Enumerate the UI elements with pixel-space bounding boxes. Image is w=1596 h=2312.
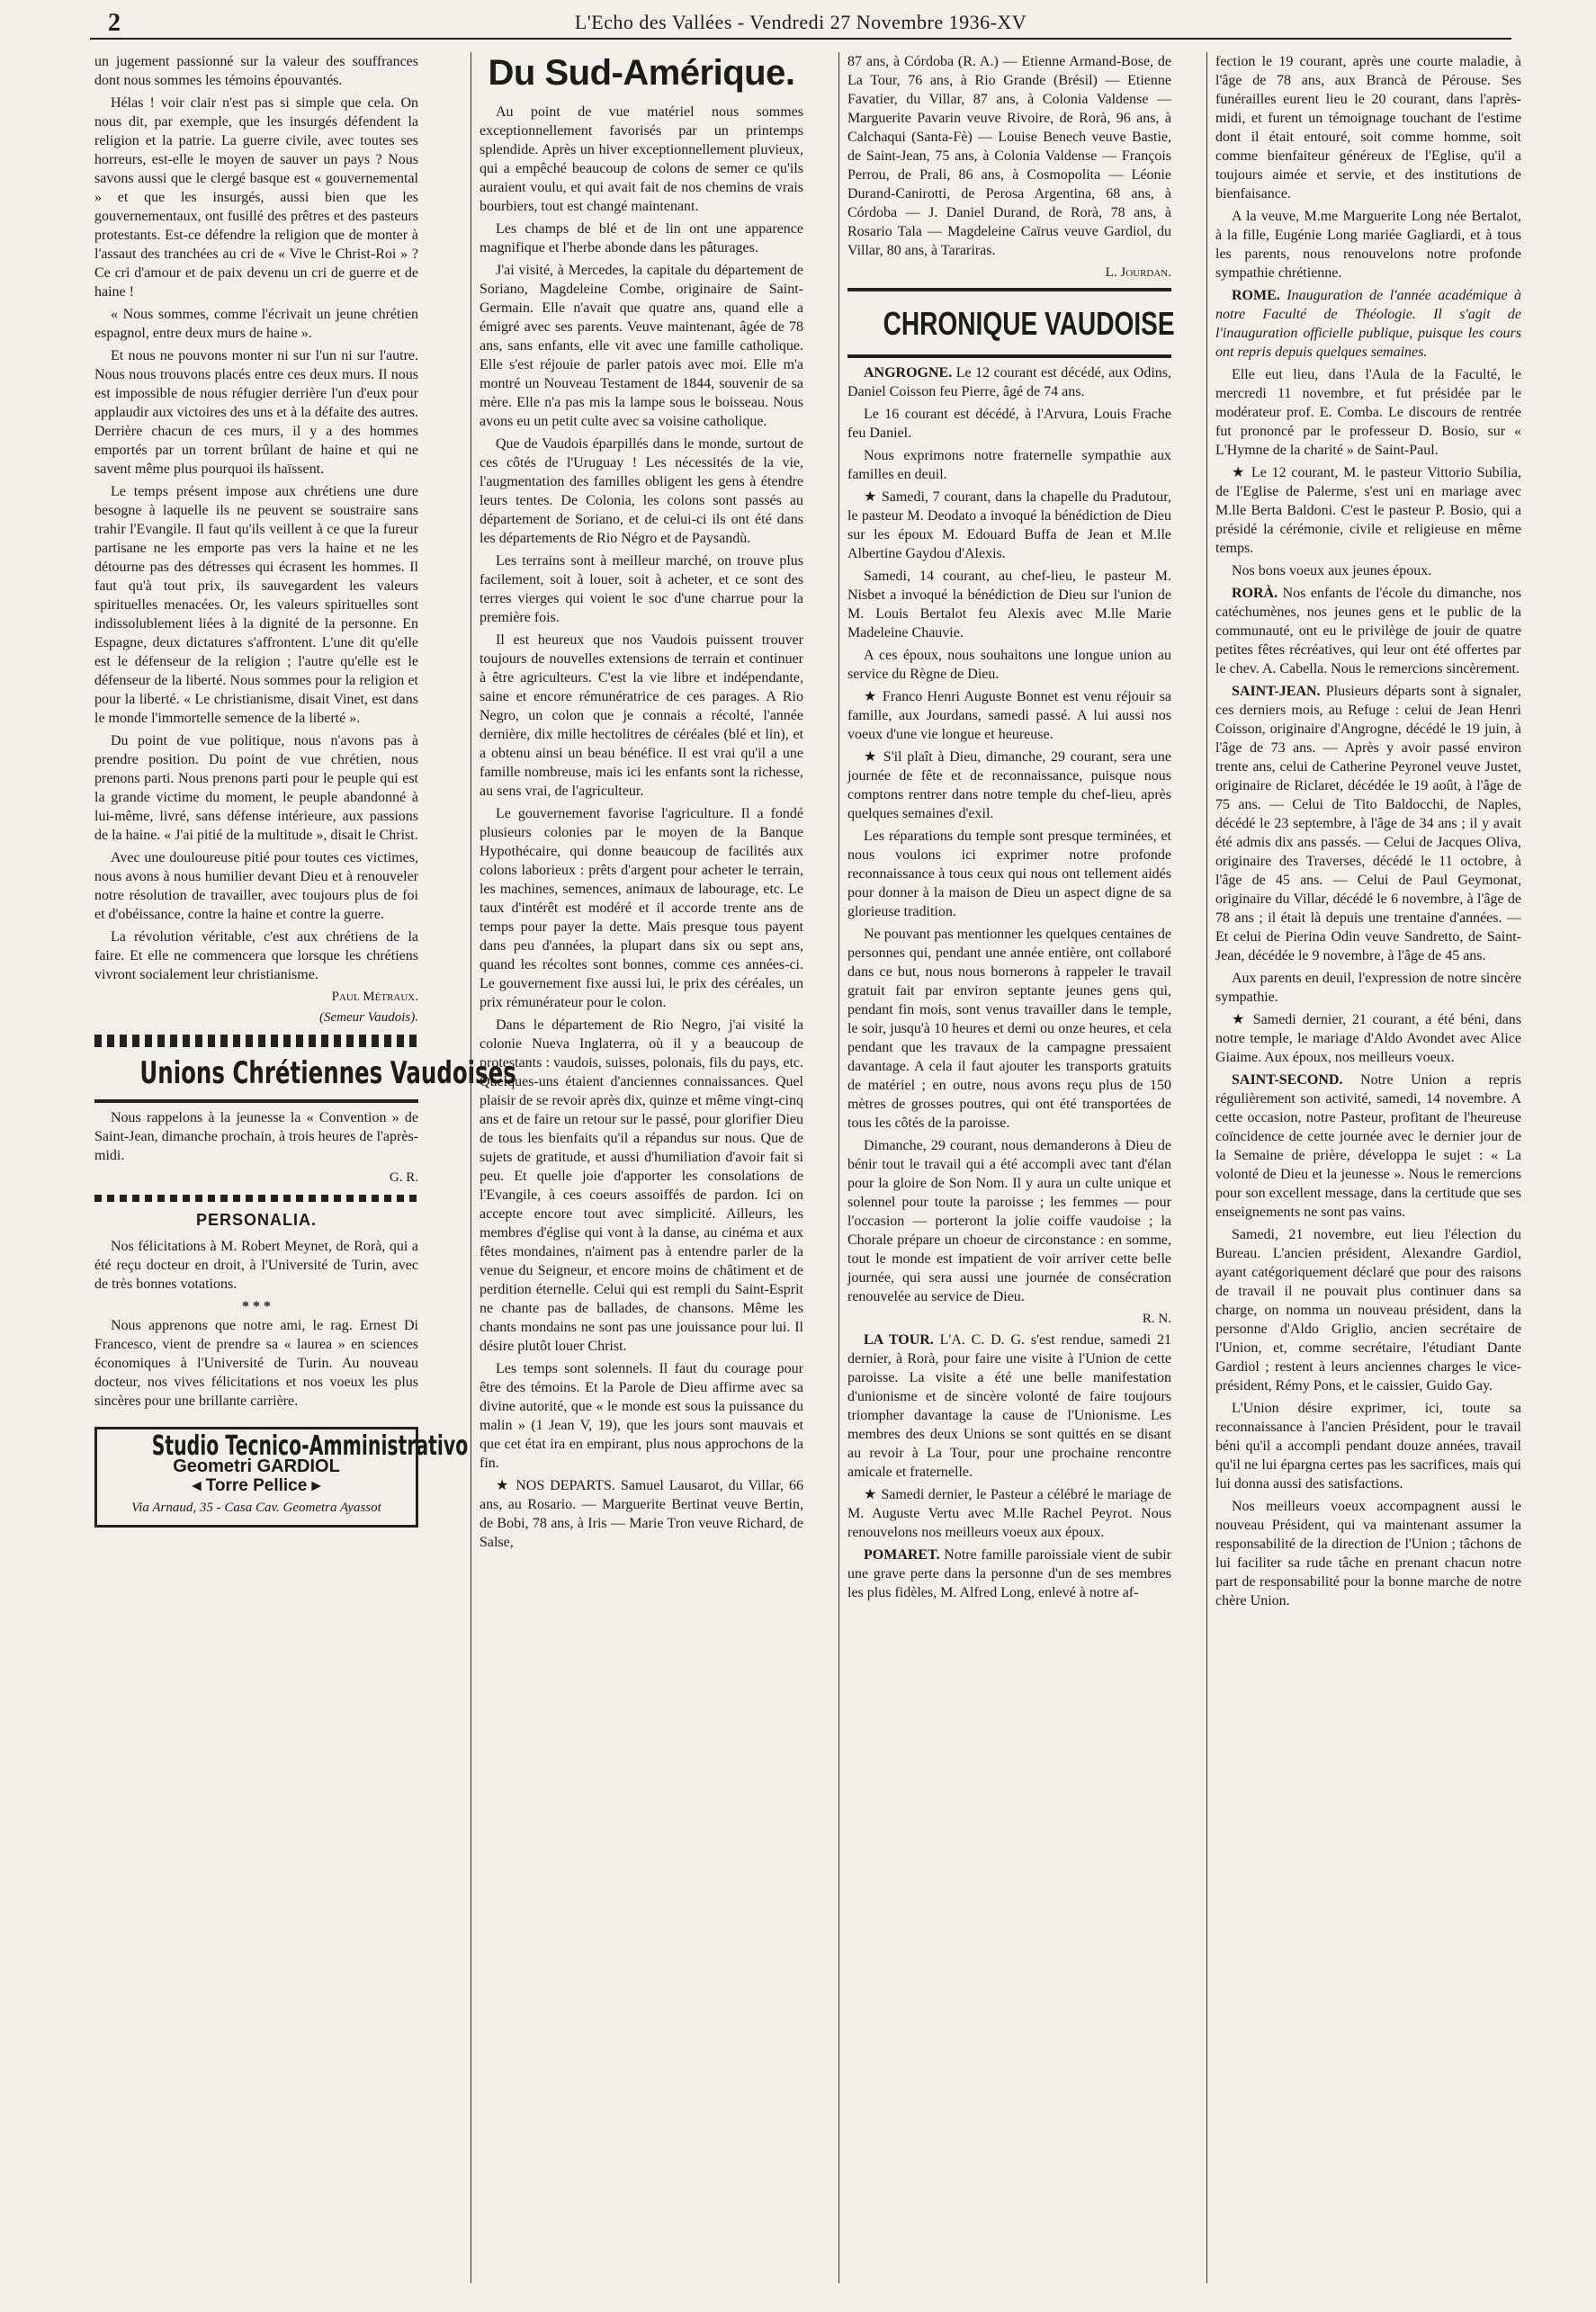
column-4 xyxy=(1215,52,1521,2292)
chronique-heading: CHRONIQUE VAUDOISE xyxy=(883,305,1175,342)
paragraph: Au point de vue matériel nous sommes exceptionnellement favorisés par un printemps splendide. Après un hiver exceptionnellement pluvieux, qui a empêché beaucoup de colons de semer ce qu'ils auraient voulu, et qui avait fait de nos chemins de vrais bourbiers, tout est changé maintenant. xyxy=(480,104,803,214)
paragraph: Le temps présent impose aux chrétiens une dure besogne à laquelle ils ne peuvent se soustraire sans trahir l'Evangile. Il faut qu'ils veillent à ce que la fureur partisane ne les emporte pas vers la haine et ne les détourne pas des détresses qui écrasent les hommes. Il faut qu'à tout prix, ils sauvegardent les valeurs spirituelles menacées. Or, les valeurs spirituelles sont indissolublement liées à la dignité de la personne. En Espagne, deux dictatures s'affrontent. L'une dit qu'elle est le défenseur de la religion ; l'autre qu'elle est le défenseur de la liberté. Nous sommes pour la religion et pour la liberté. « Le christianisme, disait Vinet, est dans le monde l'immortelle semence de la liberté ». xyxy=(94,484,418,726)
paragraph: Le 16 courant est décédé, à l'Arvura, Louis Frache feu Daniel. xyxy=(847,407,1171,441)
paragraph: ★ Samedi dernier, le Pasteur a célébré le mariage de M. Auguste Vertu avec M.lle Rachel Peyrot. Nous renouvelons nos meilleurs voeux aux époux. xyxy=(847,1487,1171,1540)
paragraph: ★ Samedi dernier, 21 courant, a été béni, dans notre temple, le mariage d'Aldo Avondet avec Alice Giaime. Aux époux, nos meilleurs voeux. xyxy=(1215,1012,1521,1065)
paragraph: Dimanche, 29 courant, nous demanderons à Dieu de bénir tout le travail qui a été accompli avec tant d'élan pour la gloire de Son Nom. Il y aura un culte unique et solennel pour toute la paroisse ; les femmes — pour l'occasion — porteront la jolie coiffe vaudoise ; la Chorale prépare un choeur de circonstance : en somme, tout le monde est impatient de voir arriver cette belle journée, qui sera aussi une journée de consécration renouvelée au service de Dieu. xyxy=(847,1138,1171,1304)
place-heading: SAINT-JEAN. xyxy=(1232,684,1321,699)
place-heading: LA TOUR. xyxy=(864,1332,934,1348)
paragraph: ★ Franco Henri Auguste Bonnet est venu réjouir sa famille, aux Jourdans, samedi passé. A lui aussi nos voeux d'une vie longue et heureuse. xyxy=(847,689,1171,742)
paragraph: Les terrains sont à meilleur marché, on trouve plus facilement, soit à louer, soit à acheter, et ce sont des terres vierges qui voient le soc d'une charrue pour la première fois. xyxy=(480,553,803,625)
paragraph: Inauguration de l'année académique à notre Faculté de Théologie. Il s'agit de l'inauguration officielle publique, puisque les cours ont repris depuis quelques semaines. xyxy=(1215,288,1522,360)
ad-title: Studio Tecnico-Amministrativo xyxy=(151,1430,469,1462)
paragraph: ★ S'il plaît à Dieu, dimanche, 29 courant, sera une journée de fête et de reconnaissance, puisque nous comptons rentrer dans notre temple du chef-lieu, après quelques semaines d'exil. xyxy=(847,749,1171,821)
column-2 xyxy=(480,52,803,2292)
paragraph: Nos enfants de l'école du dimanche, nos catéchumènes, nos jeunes gens et le public de la communauté, ont eu le privilège de jouir de quatre petites fêtes récréatives, qui leur ont été offertes par le chev. A. Cabella. Nous le remercions sincèrement. xyxy=(1215,586,1522,677)
paragraph: Les champs de blé et de lin ont une apparence magnifique et l'herbe abonde dans les pâturages. xyxy=(480,221,803,255)
divider xyxy=(847,288,1171,291)
paragraph: Hélas ! voir clair n'est pas si simple que cela. On nous dit, par exemple, que les insurgés défendent la religion et la patrie. La guerre civile, avec toutes ses horreurs, est-elle le moyen de sauver un pays ? Nous savons aussi que le clergé basque est « gouvernemental » et que les insurgés, aussi bien que les gouvernementaux, ont fusillé des prêtres et des pasteurs protestants. Est-ce défendre la religion que de monter à l'assaut des tranchées au cri de « Vive le Christ-Roi » ? Ce cri d'amour et de paix devenu un cri de guerre et de haine ! xyxy=(94,95,418,300)
ad-subtitle: Geometri GARDIOL xyxy=(173,1456,340,1476)
article-source: (Semeur Vaudois). xyxy=(319,1010,418,1025)
masthead-rule xyxy=(90,38,1511,40)
ad-place: ◂ Torre Pellice ▸ xyxy=(192,1476,321,1495)
paragraph: Ne pouvant pas mentionner les quelques centaines de personnes qui, pendant une année entière, ont collaboré dans ce but, nous nous bornerons à rappeler le travail gratuit fait par environ septante jeunes gens qui, pendant fin mois, sont venus travailler dans le temple, le soir, jusqu'à 10 heures et demi ou onze heures, et cela pendant que les travaux de la campagne pressaient davantage. A cela il faut ajouter les transports gratuits de matériel ; en outre, nous avons reçu plus de 150 mètres de grosses poutres, qui ont été transportées de tous les côtés de la paroisse. xyxy=(847,927,1171,1131)
paragraph: Que de Vaudois éparpillés dans le monde, surtout de ces côtés de l'Uruguay ! Les nécessités de la vie, l'augmentation des familles obligent les gens à étendre leurs tentes. De Colonia, les colons sont passés au département de Soriano, et de celui-ci ils ont été dans les départements de Rio Négro et de Paysandù. xyxy=(480,436,803,546)
paragraph: La révolution véritable, c'est aux chrétiens de la faire. Et elle ne commencera que lorsque les chrétiens vivront socialement leur christianisme. xyxy=(94,929,418,982)
masthead xyxy=(90,9,1511,36)
divider xyxy=(94,1099,418,1103)
paragraph: Nous exprimons notre fraternelle sympathie aux familles en deuil. xyxy=(847,448,1171,482)
ornament-divider xyxy=(94,1195,418,1202)
column-1 xyxy=(94,52,516,2292)
newspaper-title: L'Echo des Vallées - Vendredi 27 Novembre 1936-XV xyxy=(574,11,1027,33)
paragraph: J'ai visité, à Mercedes, la capitale du département de Soriano, Magdeleine Combe, originaire de Saint-Germain. Elle n'avait que quatre ans, quand elle a émigré avec ses parents. Veuve maintenant, âgée de 78 ans, sans enfants, elle vit avec une famille catholique. Elle s'est réjouie de parler patois avec moi. Elle m'a montré un Nouveau Testament de 1844, souvenir de sa mère. Elle n'a pas mis la lampe sous le boisseau. Nous avons eu un petit culte avec sa voisine catholique. xyxy=(480,263,803,429)
paragraph: Notre Union a repris régulièrement son activité, samedi, 14 novembre. A cette occasion, notre Pasteur, profitant de l'heureuse coïncidence de cette journée avec le dernier jour de la Semaine de prière, développa le sujet : « La volonté de Dieu et la jeunesse ». Nous le remercions pour son excellent message, dans la certitude que ses enseignements ne sont pas vains. xyxy=(1215,1072,1522,1220)
paragraph: « Nous sommes, comme l'écrivait un jeune chrétien espagnol, entre deux murs de haine ». xyxy=(94,307,418,341)
paragraph: Et nous ne pouvons monter ni sur l'un ni sur l'autre. Nous nous trouvons placés entre ces deux murs. Il nous est impossible de nous réfugier derrière l'un d'eux pour applaudir aux victoires des uns et à la défaite des autres. Derrière chacun de ces murs, il y a des hommes emportés par un torrent brûlant de haine et qui ne savent même plus pourquoi ils haïssent. xyxy=(94,348,418,477)
paragraph: A la veuve, M.me Marguerite Long née Bertalot, à la fille, Eugénie Long mariée Gagliardi, et à tous les parents, nous renouvelons notre profonde sympathie chrétienne. xyxy=(1215,209,1521,281)
ornament-divider xyxy=(94,1035,418,1047)
place-heading: ANGROGNE. xyxy=(864,365,953,381)
paragraph: Aux parents en deuil, l'expression de notre sincère sympathie. xyxy=(1215,971,1521,1005)
asterism: * * * xyxy=(242,1299,271,1314)
column-3 xyxy=(847,52,1175,2292)
unions-heading: Unions Chrétiennes Vaudoises xyxy=(139,1055,516,1091)
ad-address: Via Arnaud, 35 - Casa Cav. Geometra Ayassot xyxy=(131,1501,381,1515)
paragraph: fection le 19 courant, après une courte maladie, à l'âge de 78 ans, aux Brancà de Pérouse. Ses funérailles eurent lieu le 20 courant, dans l'après-midi, et furent un témoignage touchant de l'estime dont il était entouré, soit comme homme, soit comme bienfaiteur généreux de l'Eglise, qu'il a toujours aimée et servie, et des institutions de bienfaisance. xyxy=(1215,54,1521,202)
unions-signature: G. R. xyxy=(389,1170,418,1185)
paragraph: Samedi, 14 courant, au chef-lieu, le pasteur M. Nisbet a invoqué la bénédiction de Dieu sur l'union de M. Louis Bertalot feu Alexis avec M.lle Marie Madeleine Chauvie. xyxy=(847,569,1171,641)
paragraph: Le 12 courant est décédé, aux Odins, Daniel Coisson feu Pierre, âgé de 74 ans. xyxy=(847,365,1172,399)
article-signature: L. Jourdan. xyxy=(1105,265,1171,280)
section-signature: R. N. xyxy=(1142,1312,1171,1326)
paragraph: ★ Le 12 courant, M. le pasteur Vittorio Subilia, de l'Eglise de Palerme, s'est uni en mariage avec M.lle Berta Baldoni. C'est le pasteur P. Bosio, qui a présidé la cérémonie, civile et religieuse en même temps. xyxy=(1215,465,1521,556)
paragraph: L'A. C. D. G. s'est rendue, samedi 21 dernier, à Rorà, pour faire une visite à l'Union de cette paroisse. La visite a été une belle manifestation d'unionisme et de sincère volonté de faire toujours triompher davantage la cause de l'Unionisme. Les membres des deux Unions se sont quittés en se disant au revoir à La Tour, pour une prochaine rencontre amicale et fraternelle. xyxy=(847,1332,1172,1480)
paragraph: Les réparations du temple sont presque terminées, et nous voulons ici exprimer notre profonde reconnaissance à tous ceux qui nous ont tellement aidés pour donner à la maison de Dieu un aspect digne de sa glorieuse tradition. xyxy=(847,829,1171,919)
paragraph: Le gouvernement favorise l'agriculture. Il a fondé plusieurs colonies par le moyen de la Banque Hypothécaire, qui donne beaucoup de facilités aux colons laborieux : prêts d'argent pour acheter le terrain, les machines, semences, animaux de labourage, etc. Le taux d'intérêt est modéré et il accorde trente ans de temps pour payer la dette. Mais presque tous payent dans peu d'années, la plupart dans six ou sept ans, quand les récoltes sont bonnes, comme ces années-ci. Le gouvernement fixe aussi lui, le prix des céréales, un prix rémunérateur pour le colon. xyxy=(480,806,803,1010)
paragraph: Dans le département de Rio Negro, j'ai visité la colonie Nueva Inglaterra, où il y a beaucoup de protestants : vaudois, suisses, polonais, fils du pays, etc. Quelques-uns étaient d'anciennes connaissances. Quel plaisir de se revoir après dix, quinze et même vingt-cinq ans et de faire un retour sur le passé, pour glorifier Dieu de tous les bienfaits qu'il a répandus sur nous. Que de sujets de gratitude, et aussi d'humiliation d'avoir fait si peu. Et quelle joie d'apporter les consolations de l'Evangile, à ces coeurs assoiffés de pardon. Ici on accepte encore tout avec simplicité. Ailleurs, les membres d'église qui vont à la danse, au cinéma et aux fêtes mondaines, n'aiment pas à entendre parler de la venue du Seigneur, et encore moins de châtiment et de perdition éternelle. Celui qui est rempli du Saint-Esprit ne chante pas de ballades, de chansons. Même les chants mondains ne sont pas une jouissance pour lui. Il désire plutôt louer Christ. xyxy=(480,1017,803,1354)
paragraph: Nos meilleurs voeux accompagnent aussi le nouveau Président, qui va maintenant assumer la responsabilité de la direction de l'Union ; tâchons de lui faciliter sa rude tâche en prenant chacun notre part de responsabilité pour la bonne marche de notre chère Union. xyxy=(1215,1499,1521,1609)
paragraph: Nous apprenons que notre ami, le rag. Ernest Di Francesco, vient de prendre sa « laurea » en sciences économiques à l'Université de Turin. Au nouveau docteur, nos vives félicitations et nos voeux les plus sincères pour une brillante carrière. xyxy=(94,1318,418,1409)
paragraph: Avec une douloureuse pitié pour toutes ces victimes, nous avons à nous humilier devant Dieu et à renouveler notre résolution de travailler, avec toujours plus de foi et d'obéissance, contre la haine et contre la guerre. xyxy=(94,850,418,922)
paragraph: Les temps sont solennels. Il faut du courage pour être des témoins. Et la Parole de Dieu affirme avec sa divine autorité, que « le monde est sous la puissance du malin » (1 Jean V, 19), que les jours sont mauvais et que cet état ira en empirant, plus nous approchons de la fin. xyxy=(480,1361,803,1471)
paragraph: ★ Samedi, 7 courant, dans la chapelle du Pradutour, le pasteur M. Deodato a invoqué la bénédiction de Dieu sur les époux M. Edouard Buffa de Jean et M.lle Albertine Gaydou d'Alexis. xyxy=(847,489,1171,561)
paragraph: Plusieurs départs sont à signaler, ces derniers mois, au Refuge : celui de Jean Henri Coisson, originaire d'Angrogne, décédé le 19 juin, à l'âge de 73 ans. — Après y avoir passé environ trente ans, celui de Catherine Peyronel veuve Justet, originaire de Riclaret, décédée le 19 août, à l'âge de 75 ans. — Celui de Tito Baldocchi, de Naples, décédé le 23 septembre, à l'âge de 34 ans ; il y avait été admis dix ans passés. — Celui de Jacques Oliva, originaire des Traverses, décédé le 11 octobre, à l'âge de 45 ans. — Celui de Paul Geymonat, originaire du Villar, décédé le 6 novembre, à l'âge de 78 ans ; il était là depuis une trentaine d'années. — Et celui de Pierina Odin veuve Sandretto, de Saint-Jean, décédée le 9 novembre, à l'âge de 45 ans. xyxy=(1215,684,1522,963)
paragraph: A ces époux, nous souhaitons une longue union au service du Règne de Dieu. xyxy=(847,648,1171,682)
column-rule xyxy=(1206,52,1207,2283)
paragraph: Il est heureux que nos Vaudois puissent trouver toujours de nouvelles extensions de terrain et continuer à être agriculteurs. C'est la vie libre et indépendante, saine et encore rémunératrice de ces parages. A Rio Negro, un colon que je connais a récolté, l'année dernière, dix mille hectolitres de céréales (blé et lin), et a obtenu ainsi un beau bénéfice. Il est vrai qu'il a une famille nombreuse, mais ici les enfants sont la richesse, au sens vrai, de l'agriculteur. xyxy=(480,632,803,799)
paragraph: un jugement passionné sur la valeur des souffrances dont nous sommes les témoins épouvantés. xyxy=(94,54,418,88)
advertisement-box xyxy=(94,1427,469,1528)
paragraph: Elle eut lieu, dans l'Aula de la Faculté, le mercredi 11 novembre, et fut présidée par le modérateur prof. E. Comba. Le discours de rentrée fut prononcé par le professeur D. Bosio, sur « L'Hymne de la charité » de Saint-Paul. xyxy=(1215,367,1521,458)
article-signature: Paul Métraux. xyxy=(331,990,418,1004)
paragraph: Du point de vue politique, nous n'avons pas à prendre position. Du point de vue chrétien, nous prenons parti. Nous prenons parti pour le peuple qui est la grande victime du moment, le peuple abandonné à lui-même, livré, sans défense intérieure, aux passions de la haine. « J'ai pitié de la multitude », disait le Christ. xyxy=(94,733,418,843)
place-heading: SAINT-SECOND. xyxy=(1232,1072,1343,1088)
place-heading: POMARET. xyxy=(864,1547,940,1563)
column-rule xyxy=(838,52,839,2283)
paragraph: 87 ans, à Córdoba (R. A.) — Etienne Armand-Bose, de La Tour, 76 ans, à Rio Grande (Brésil) — Etienne Favatier, du Villar, 87 ans, à Colonia Valdense — Marguerite Pavarin veuve Rivoire, de Rorà, 96 ans, à Calchaqui (Santa-Fè) — Louise Benech veuve Bastie, de Saint-Jean, 75 ans, à Colonia Valdense — François Perrou, de Prali, 86 ans, à Cosmopolita — Léonie Durand-Canirotti, de Perosa Argentina, 68 ans, à Córdoba — J. Daniel Durand, de Rorà, 78 ans, à Rosario Tala — Magdeleine Caïrus veuve Gardiol, du Villar, 80 ans, à Tarariras. xyxy=(847,54,1171,258)
paragraph: Samedi, 21 novembre, eut lieu l'élection du Bureau. L'ancien président, Alexandre Gardiol, ayant catégoriquement déclaré que pour des raisons de travail il ne pouvait plus continuer dans sa charge, on nomma un nouveau président, dans la personne d'Aldo Griglio, ancien secrétaire de l'Union, et, comme secrétaire, l'étudiant Dante Gardiol ; restent à leurs anciennes charges le vice-président, Rémy Pons, et le caissier, Guido Gay. xyxy=(1215,1227,1521,1393)
place-heading: RORÀ. xyxy=(1232,586,1278,601)
place-heading: ROME. xyxy=(1232,288,1280,303)
paragraph: Nos bons voeux aux jeunes époux. xyxy=(1232,563,1432,578)
paragraph: ★ NOS DEPARTS. Samuel Lausarot, du Villar, 66 ans, au Rosario. — Marguerite Bertinat veuve Bertin, de Bobi, 78 ans, à Iris — Marie Tron veuve Richard, de Salse, xyxy=(480,1478,803,1550)
paragraph: Nous rappelons à la jeunesse la « Convention » de Saint-Jean, dimanche prochain, à trois heures de l'après-midi. xyxy=(94,1110,418,1163)
article-title: Du Sud-Amérique. xyxy=(488,53,795,93)
divider xyxy=(847,354,1171,358)
paragraph: Notre famille paroissiale vient de subir une grave perte dans la personne d'un de ses membres les plus fidèles, M. Alfred Long, enlevé à notre af- xyxy=(847,1547,1172,1600)
page-number: 2 xyxy=(108,9,121,37)
paragraph: Nos félicitations à M. Robert Meynet, de Rorà, qui a été reçu docteur en droit, à l'Université de Turin, avec de très bonnes votations. xyxy=(94,1239,418,1292)
personalia-heading: PERSONALIA. xyxy=(195,1211,317,1229)
paragraph: L'Union désire exprimer, ici, toute sa reconnaissance à l'ancien Président, pour le travail béni qu'il a accompli pendant douze années, travail qu'il ne lui épargna certes pas les sacrifices, mais qui lui donna aussi des satisfactions. xyxy=(1215,1401,1521,1492)
